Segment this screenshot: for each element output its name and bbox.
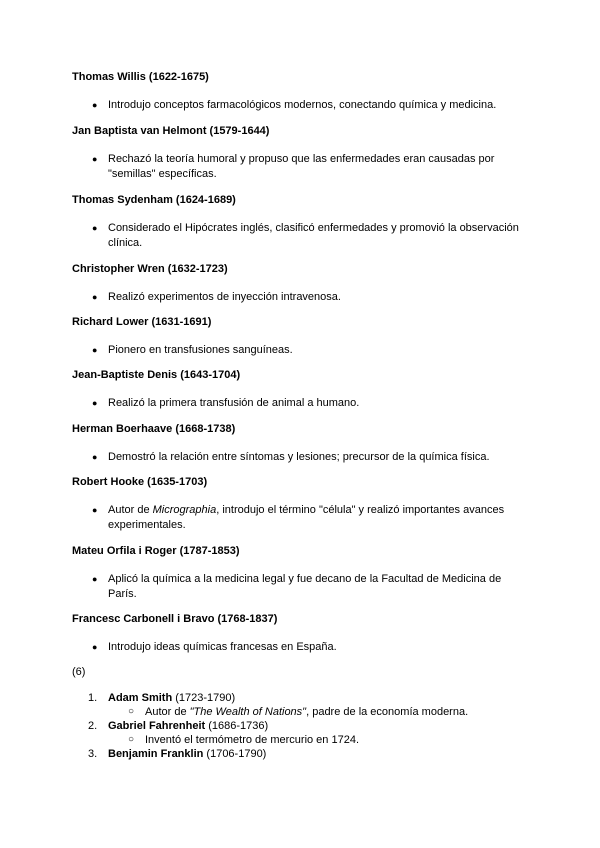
bullet-text-line-1: Considerado el Hipócrates inglés, clasificó enfermedades y promovió la observación — [108, 222, 519, 234]
bullet-dot-icon: ● — [92, 154, 98, 164]
bullet-text-line-1: Aplicó la química a la medicina legal y fue decano de la Facultad de Medicina de — [108, 573, 502, 585]
list-item-adam-smith — [72, 691, 532, 705]
bullet-text: Realizó la primera transfusión de animal a humano. — [108, 397, 360, 409]
entry-bullet — [72, 221, 532, 251]
entry-richard-lower — [72, 315, 532, 358]
entry-name: Robert Hooke (1635-1703) — [72, 476, 208, 488]
list-item-dates: (1723-1790) — [172, 692, 236, 704]
bullet-text-post: , introdujo el término "célula" y realizó importantes avances — [216, 504, 505, 516]
sub-text: Inventó el termómetro de mercurio en 1724. — [145, 734, 360, 746]
bullet-text-line-2: "semillas" específicas. — [108, 168, 217, 180]
sub-text-title: "The Wealth of Nations" — [189, 706, 307, 718]
circle-bullet-icon: ○ — [128, 706, 135, 717]
section-label: (6) — [72, 666, 86, 678]
entry-christopher-wren — [72, 262, 532, 305]
entry-bullet — [72, 343, 532, 358]
entry-name: Thomas Sydenham (1624-1689) — [72, 194, 236, 206]
entry-bullet — [72, 450, 532, 465]
list-number: 1. — [88, 692, 98, 704]
entry-mateu-orfila — [72, 544, 532, 602]
sub-item — [72, 705, 532, 719]
entry-bullet — [72, 152, 532, 182]
entry-name: Francesc Carbonell i Bravo (1768-1837) — [72, 613, 278, 625]
bullet-dot-icon: ● — [92, 292, 98, 302]
bullet-text-line-2: París. — [108, 588, 137, 600]
sub-item — [72, 733, 532, 747]
entry-van-helmont — [72, 124, 532, 182]
entry-bullet — [72, 98, 532, 113]
bullet-text-line-2: experimentales. — [108, 519, 186, 531]
entry-bullet — [72, 396, 532, 411]
entry-bullet — [72, 572, 532, 602]
bullet-dot-icon: ● — [92, 398, 98, 408]
entry-thomas-sydenham — [72, 193, 532, 251]
sub-text-pre: Autor de — [145, 706, 190, 718]
entry-bullet — [72, 290, 532, 305]
entry-bullet — [72, 503, 532, 533]
entry-name: Christopher Wren (1632-1723) — [72, 263, 228, 275]
entry-name: Jan Baptista van Helmont (1579-1644) — [72, 125, 270, 137]
bullet-dot-icon: ● — [92, 452, 98, 462]
bullet-dot-icon: ● — [92, 223, 98, 233]
numbered-list — [72, 691, 532, 761]
bullet-dot-icon: ● — [92, 574, 98, 584]
bullet-text: Introdujo conceptos farmacológicos modernos, conectando química y medicina. — [108, 99, 497, 111]
entry-herman-boerhaave — [72, 422, 532, 465]
sub-text-post: , padre de la economía moderna. — [306, 706, 469, 718]
bullet-text-title: Micrographia — [152, 504, 217, 516]
list-item-gabriel-fahrenheit — [72, 719, 532, 733]
list-number: 2. — [88, 720, 98, 732]
bullet-dot-icon: ● — [92, 505, 98, 515]
bullet-dot-icon: ● — [92, 642, 98, 652]
entry-bullet — [72, 640, 532, 655]
entry-name: Herman Boerhaave (1668-1738) — [72, 423, 236, 435]
entry-name: Richard Lower (1631-1691) — [72, 316, 212, 328]
bullet-text: Realizó experimentos de inyección intravenosa. — [108, 291, 341, 303]
entry-name: Thomas Willis (1622-1675) — [72, 71, 209, 83]
bullet-text: Demostró la relación entre síntomas y lesiones; precursor de la química física. — [108, 451, 490, 463]
entry-name: Jean-Baptiste Denis (1643-1704) — [72, 369, 241, 381]
list-item-dates: (1686-1736) — [205, 720, 269, 732]
bullet-text-line-1: Rechazó la teoría humoral y propuso que las enfermedades eran causadas por — [108, 153, 495, 165]
bullet-text-line-2: clínica. — [108, 237, 143, 249]
list-item-name: Benjamin Franklin — [108, 748, 204, 760]
bullet-text: Pionero en transfusiones sanguíneas. — [108, 344, 293, 356]
bullet-text: Introdujo ideas químicas francesas en España. — [108, 641, 337, 653]
bullet-text-line-1 — [108, 503, 532, 518]
bullet-dot-icon: ● — [92, 100, 98, 110]
list-item-dates: (1706-1790) — [203, 748, 267, 760]
list-item-name: Adam Smith — [108, 692, 173, 704]
entry-robert-hooke — [72, 475, 532, 533]
entry-name: Mateu Orfila i Roger (1787-1853) — [72, 545, 240, 557]
entry-jean-baptiste-denis — [72, 368, 532, 411]
bullet-dot-icon: ● — [92, 345, 98, 355]
bullet-text-pre: Autor de — [108, 504, 153, 516]
list-item-name: Gabriel Fahrenheit — [108, 720, 206, 732]
list-item-benjamin-franklin — [72, 747, 532, 761]
circle-bullet-icon: ○ — [128, 734, 135, 745]
entry-thomas-willis — [72, 70, 532, 113]
entry-francesc-carbonell — [72, 612, 532, 655]
list-number: 3. — [88, 748, 98, 760]
